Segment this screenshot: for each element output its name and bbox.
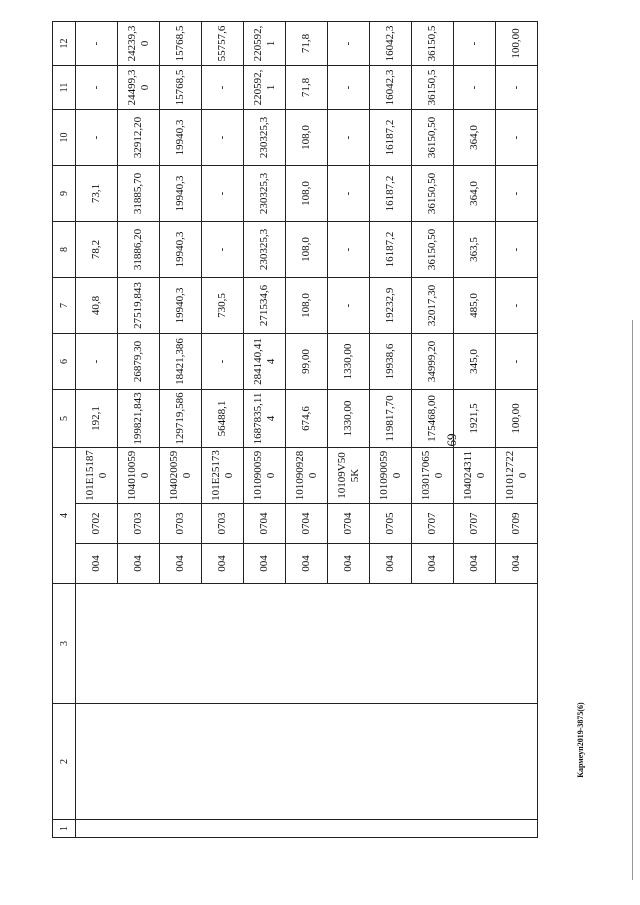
table-cell: 10109V505K xyxy=(328,447,370,503)
column-header: 1 xyxy=(53,820,76,838)
table-cell: 15768,5 xyxy=(160,65,202,109)
table-cell: 0707 xyxy=(412,504,454,544)
table-cell: 108,0 xyxy=(286,109,328,165)
table-cell: 36150,5 xyxy=(412,21,454,65)
table-cell: 100,00 xyxy=(496,389,538,447)
table-cell: 485,0 xyxy=(454,277,496,333)
table-cell: - xyxy=(328,65,370,109)
table-cell: 31886,20 xyxy=(118,221,160,277)
table-cell: 220592,1 xyxy=(244,65,286,109)
table-cell: 55757,6 xyxy=(202,21,244,65)
column-header: 7 xyxy=(53,277,76,333)
table-cell: 36150,50 xyxy=(412,165,454,221)
table-cell: 73,1 xyxy=(76,165,118,221)
budget-table xyxy=(52,21,538,838)
table-cell: - xyxy=(328,221,370,277)
table-cell: 004 xyxy=(202,544,244,584)
table-cell: 004 xyxy=(496,544,538,584)
table-cell: 108,0 xyxy=(286,165,328,221)
table-cell: 34999,20 xyxy=(412,333,454,389)
table-cell: 32912,20 xyxy=(118,109,160,165)
table-cell: 0703 xyxy=(118,504,160,544)
table-cell: 230325,3 xyxy=(244,221,286,277)
table-cell: 1687835,114 xyxy=(244,389,286,447)
table-cell: - xyxy=(496,333,538,389)
budget-table-container xyxy=(52,25,529,838)
column-header: 6 xyxy=(53,333,76,389)
table-cell: 16187,2 xyxy=(370,109,412,165)
table-cell: 40,8 xyxy=(76,277,118,333)
table-cell: 1030170650 xyxy=(412,447,454,503)
table-cell: 1010900590 xyxy=(244,447,286,503)
table-cell: 71,8 xyxy=(286,21,328,65)
table-cell: 004 xyxy=(118,544,160,584)
table-cell-empty xyxy=(76,584,538,704)
table-header xyxy=(53,21,76,837)
table-cell: 71,8 xyxy=(286,65,328,109)
margin-line xyxy=(632,320,633,880)
table-cell: 19232,9 xyxy=(370,277,412,333)
table-cell: 16042,3 xyxy=(370,21,412,65)
table-cell: 1040100590 xyxy=(118,447,160,503)
table-cell: 36150,5 xyxy=(412,65,454,109)
table-cell: 004 xyxy=(370,544,412,584)
table-cell: 220592,1 xyxy=(244,21,286,65)
table-cell: - xyxy=(328,277,370,333)
table-cell: 15768,5 xyxy=(160,21,202,65)
table-cell: 230325,3 xyxy=(244,165,286,221)
table-cell: 31885,70 xyxy=(118,165,160,221)
table-cell: 004 xyxy=(454,544,496,584)
table-cell: - xyxy=(202,221,244,277)
table-cell: 1010127220 xyxy=(496,447,538,503)
table-cell: 100,00 xyxy=(496,21,538,65)
table-cell: 108,0 xyxy=(286,221,328,277)
document-code: Кармеуп2019-3875(6) xyxy=(576,702,585,778)
table-cell: 284140,414 xyxy=(244,333,286,389)
table-cell-empty xyxy=(76,704,538,820)
column-header: 2 xyxy=(53,704,76,820)
table-cell: 16187,2 xyxy=(370,165,412,221)
table-cell: 24239,30 xyxy=(118,21,160,65)
table-cell: 364,0 xyxy=(454,109,496,165)
table-cell: 36150,50 xyxy=(412,221,454,277)
table-cell: - xyxy=(202,65,244,109)
table-cell: 175468,00 xyxy=(412,389,454,447)
table-cell: 78,2 xyxy=(76,221,118,277)
table-cell: - xyxy=(202,109,244,165)
table-cell: - xyxy=(496,109,538,165)
column-header: 10 xyxy=(53,109,76,165)
table-cell: - xyxy=(328,165,370,221)
table-cell: 0705 xyxy=(370,504,412,544)
table-cell: 101Е151870 xyxy=(76,447,118,503)
table-cell: - xyxy=(454,65,496,109)
table-cell: 004 xyxy=(244,544,286,584)
column-header: 9 xyxy=(53,165,76,221)
table-cell: 1330,00 xyxy=(328,389,370,447)
table-cell: 16187,2 xyxy=(370,221,412,277)
page-number: 69 xyxy=(444,433,459,447)
table-cell: 0704 xyxy=(328,504,370,544)
table-cell: 19940,3 xyxy=(160,165,202,221)
table-cell: 364,0 xyxy=(454,165,496,221)
table-cell: 19940,3 xyxy=(160,221,202,277)
table-cell: 345,0 xyxy=(454,333,496,389)
table-cell: 56488,1 xyxy=(202,389,244,447)
table-row xyxy=(76,21,118,837)
table-cell: 108,0 xyxy=(286,277,328,333)
table-cell: - xyxy=(202,165,244,221)
table-cell: - xyxy=(76,333,118,389)
table-cell: 0703 xyxy=(160,504,202,544)
table-cell: 129719,586 xyxy=(160,389,202,447)
table-cell: 1010900590 xyxy=(370,447,412,503)
table-cell: 27519,843 xyxy=(118,277,160,333)
column-header: 8 xyxy=(53,221,76,277)
table-cell: - xyxy=(496,165,538,221)
table-cell: - xyxy=(76,109,118,165)
table-cell: 0709 xyxy=(496,504,538,544)
table-cell: 192,1 xyxy=(76,389,118,447)
table-body xyxy=(76,21,538,837)
table-cell: 0707 xyxy=(454,504,496,544)
column-header: 3 xyxy=(53,584,76,704)
table-cell: - xyxy=(454,21,496,65)
column-header: 4 xyxy=(53,447,76,583)
table-cell: 101Е251730 xyxy=(202,447,244,503)
table-cell: - xyxy=(496,277,538,333)
column-header: 12 xyxy=(53,21,76,65)
table-cell: 004 xyxy=(76,544,118,584)
table-cell: - xyxy=(76,21,118,65)
header-row xyxy=(53,21,76,837)
table-cell: 271534,6 xyxy=(244,277,286,333)
table-cell: 19940,3 xyxy=(160,109,202,165)
table-cell: 26879,30 xyxy=(118,333,160,389)
table-cell: 230325,3 xyxy=(244,109,286,165)
table-cell: 004 xyxy=(328,544,370,584)
table-cell: 36150,50 xyxy=(412,109,454,165)
table-cell: 19938,6 xyxy=(370,333,412,389)
table-cell: 0704 xyxy=(244,504,286,544)
table-cell: 119817,70 xyxy=(370,389,412,447)
table-cell: 18421,386 xyxy=(160,333,202,389)
table-cell: 1040200590 xyxy=(160,447,202,503)
table-cell: 32017,30 xyxy=(412,277,454,333)
table-cell: 16042,3 xyxy=(370,65,412,109)
table-cell: 0702 xyxy=(76,504,118,544)
table-cell: 004 xyxy=(286,544,328,584)
table-cell: 99,00 xyxy=(286,333,328,389)
table-cell: - xyxy=(328,109,370,165)
table-cell-empty xyxy=(76,820,538,838)
table-cell: 730,5 xyxy=(202,277,244,333)
table-cell: - xyxy=(328,21,370,65)
column-header: 11 xyxy=(53,65,76,109)
table-cell: - xyxy=(202,333,244,389)
table-cell: - xyxy=(76,65,118,109)
table-cell: - xyxy=(496,221,538,277)
table-cell: 0704 xyxy=(286,504,328,544)
table-cell: 1330,00 xyxy=(328,333,370,389)
table-cell: 24499,30 xyxy=(118,65,160,109)
table-cell: 1921,5 xyxy=(454,389,496,447)
table-cell: 004 xyxy=(412,544,454,584)
table-cell: - xyxy=(496,65,538,109)
table-cell: 004 xyxy=(160,544,202,584)
table-cell: 199821,843 xyxy=(118,389,160,447)
table-cell: 1040243110 xyxy=(454,447,496,503)
table-cell: 674,6 xyxy=(286,389,328,447)
table-cell: 1010909280 xyxy=(286,447,328,503)
column-header: 5 xyxy=(53,389,76,447)
table-cell: 0703 xyxy=(202,504,244,544)
table-cell: 363,5 xyxy=(454,221,496,277)
table-cell: 19940,3 xyxy=(160,277,202,333)
